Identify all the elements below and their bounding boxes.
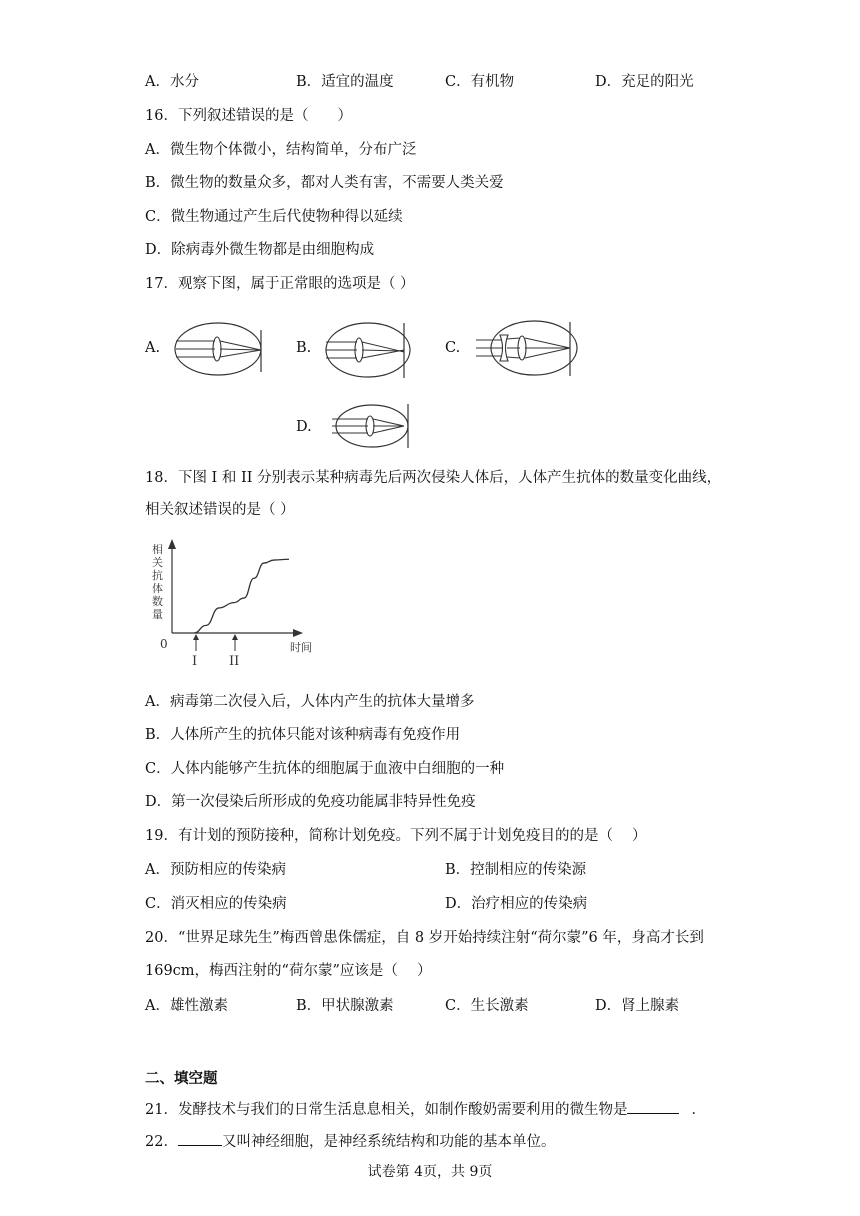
page-footer: 试卷第 4页，共 9页 bbox=[367, 1164, 493, 1180]
q20-option-b: B．甲状腺激素 bbox=[296, 998, 394, 1014]
q18-option-a: A．病毒第二次侵入后，人体内产生的抗体大量增多 bbox=[145, 694, 475, 710]
q18-option-c: C．人体内能够产生抗体的细胞属于血液中白细胞的一种 bbox=[145, 761, 505, 777]
q16-option-b: B．微生物的数量众多，都对人类有害，不需要人类关爱 bbox=[145, 175, 504, 191]
q15-option-b: B．适宜的温度 bbox=[296, 74, 394, 90]
q19-option-d: D．治疗相应的传染病 bbox=[445, 896, 588, 912]
q17-stem: 17．观察下图，属于正常眼的选项是（ ） bbox=[145, 276, 415, 292]
q22-text: 又叫神经细胞，是神经系统结构和功能的基本单位。 bbox=[221, 1134, 556, 1150]
q19-option-c: C．消灭相应的传染病 bbox=[145, 896, 287, 912]
antibody-curve bbox=[194, 559, 289, 633]
q16-option-c: C．微生物通过产生后代使物种得以延续 bbox=[145, 209, 403, 225]
ylabel-char: 关 bbox=[152, 556, 163, 569]
q15-option-a: A．水分 bbox=[145, 74, 199, 90]
ylabel-char: 体 bbox=[152, 582, 163, 595]
q18-stem-line2: 相关叙述错误的是（ ） bbox=[145, 502, 295, 518]
chart-ylabel bbox=[152, 542, 163, 621]
q20-option-d: D．肾上腺素 bbox=[595, 998, 680, 1014]
q22-blank bbox=[178, 1131, 222, 1146]
q21-text: 21．发酵技术与我们的日常生活息息相关，如制作酸奶需要利用的微生物是 bbox=[145, 1102, 628, 1118]
ylabel-char: 量 bbox=[152, 608, 163, 621]
q17-label-c: C. bbox=[445, 340, 461, 356]
ylabel-char: 抗 bbox=[152, 569, 163, 582]
q16-option-d: D．除病毒外微生物都是由细胞构成 bbox=[145, 242, 375, 258]
marker-i-label: I bbox=[192, 654, 198, 669]
ylabel-char: 相 bbox=[152, 543, 163, 556]
q22 bbox=[145, 1131, 555, 1152]
q19-stem: 19．有计划的预防接种，简称计划免疫。下列不属于计划免疫目的的是（ ） bbox=[145, 828, 647, 844]
ylabel-char: 数 bbox=[152, 595, 163, 608]
q18-option-b: B．人体所产生的抗体只能对该种病毒有免疫作用 bbox=[145, 727, 461, 743]
x-axis-arrow bbox=[293, 629, 303, 637]
marker-ii-label: II bbox=[229, 654, 240, 669]
eye-diagram-d bbox=[330, 400, 420, 452]
q18-option-d: D．第一次侵染后所形成的免疫功能属非特异性免疫 bbox=[145, 794, 476, 810]
q20-stem-line1: 20．“世界足球先生”梅西曾患侏儒症，自 8 岁开始持续注射“荷尔蒙”6 年，身高才长到 bbox=[145, 930, 704, 946]
eye-diagram-b bbox=[322, 320, 422, 380]
q21-blank bbox=[627, 1099, 679, 1114]
q18-stem-line1: 18．下图 I 和 II 分别表示某种病毒先后两次侵染人体后，人体产生抗体的数量变化曲线， bbox=[145, 470, 722, 486]
q21 bbox=[145, 1099, 706, 1120]
q17-label-d: D. bbox=[296, 419, 312, 435]
q20-option-c: C．生长激素 bbox=[445, 998, 529, 1014]
q19-option-a: A．预防相应的传染病 bbox=[145, 862, 286, 878]
origin-label: 0 bbox=[160, 637, 168, 651]
q17-label-a: A. bbox=[145, 340, 161, 356]
section-title: 二、填空题 bbox=[145, 1071, 218, 1087]
q16-option-a: A．微生物个体微小，结构简单，分布广泛 bbox=[145, 142, 417, 158]
eye-diagram-c bbox=[474, 318, 584, 380]
antibody-chart bbox=[140, 535, 330, 670]
chart-xlabel: 时间 bbox=[290, 641, 312, 654]
y-axis-arrow bbox=[168, 539, 176, 549]
q16-stem: 16．下列叙述错误的是（ ） bbox=[145, 108, 352, 124]
q15-option-d: D．充足的阳光 bbox=[595, 74, 694, 90]
q15-option-c: C．有机物 bbox=[445, 74, 515, 90]
q22-number: 22． bbox=[145, 1134, 178, 1150]
q17-label-b: B. bbox=[296, 340, 312, 356]
q20-stem-line2: 169cm，梅西注射的“荷尔蒙”应该是（ ） bbox=[145, 963, 432, 979]
q19-option-b: B．控制相应的传染源 bbox=[445, 862, 587, 878]
q21-end: ． bbox=[691, 1102, 706, 1118]
eye-diagram-a bbox=[170, 320, 270, 380]
q20-option-a: A．雄性激素 bbox=[145, 998, 228, 1014]
